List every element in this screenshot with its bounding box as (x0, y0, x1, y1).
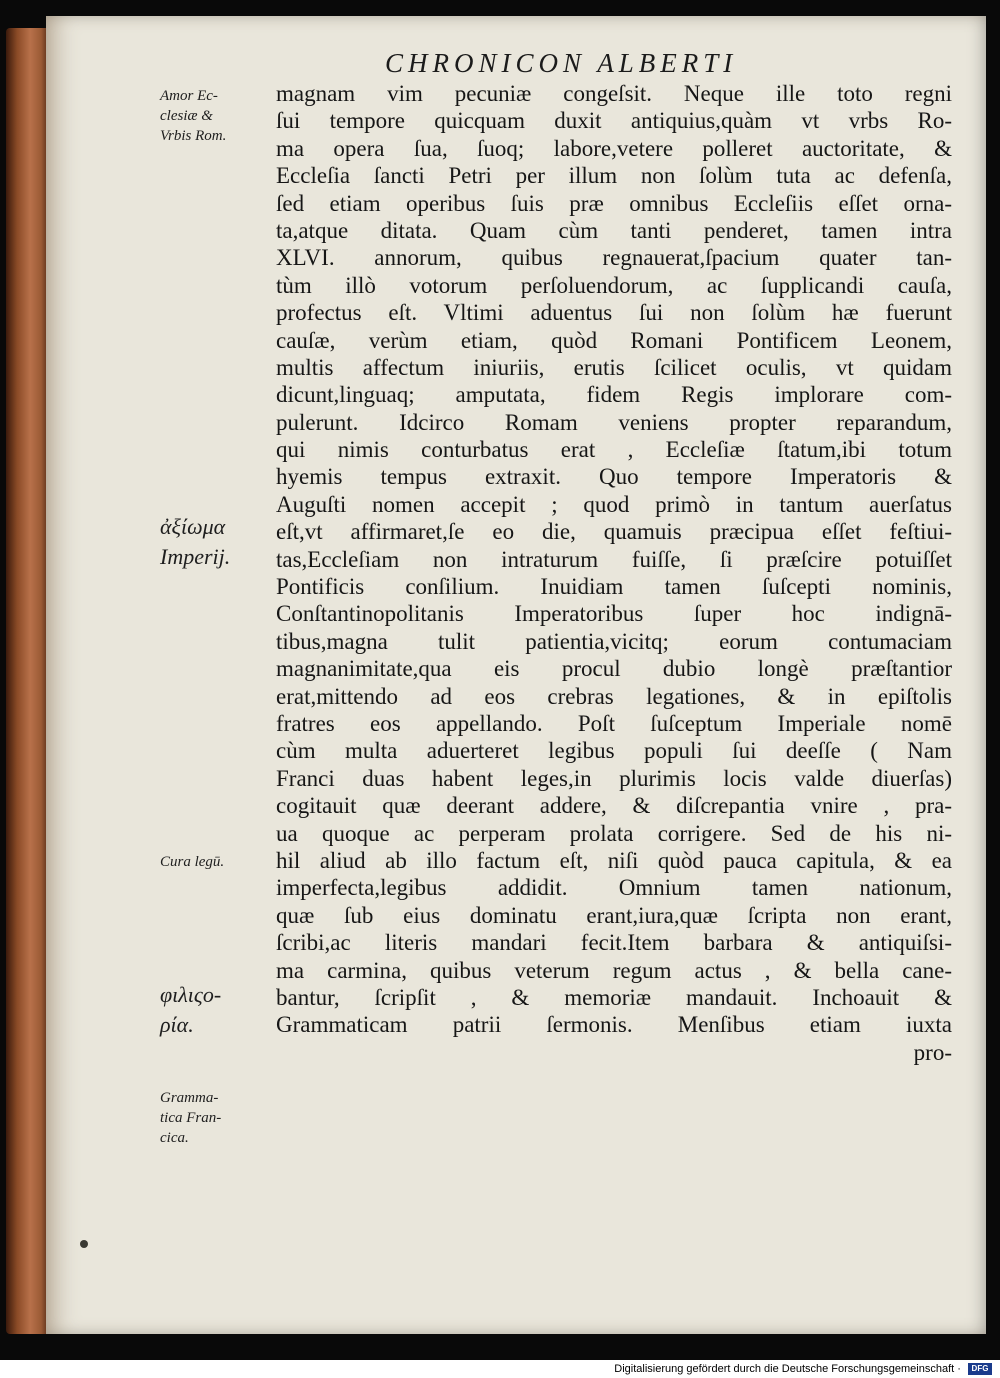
text-line: magnanimitate,qua eis procul dubio longè præſtantior (276, 656, 952, 682)
text-line: cauſæ, verùm etiam, quòd Romani Pontificem Leonem, (276, 327, 952, 353)
text-line: cùm multa aduerteret legibus populi ſui deeſſe ( Nam (276, 738, 952, 764)
text-line: ſed etiam operibus ſuis præ omnibus Eccleſiis eſſet orna- (276, 190, 952, 216)
page-stain (80, 1240, 88, 1248)
text-line: Conſtantinopolitanis Imperatoribus ſuper hoc indignā- (276, 601, 952, 627)
text-line: ſui tempore quicquam duxit antiquius,quàm vt vrbs Ro- (276, 108, 952, 134)
margin-note-philistria: φιλιςο- ρία. (160, 982, 222, 1037)
text-line: Auguſti nomen accepit ; quod primò in tantum auerſatus (276, 491, 952, 517)
text-line: Franci duas habent leges,in plurimis locis valde diuerſas) (276, 765, 952, 791)
text-line: Eccleſia ſancti Petri per illum non ſolùm tuta ac defenſa, (276, 163, 952, 189)
text-line: Pontificis conſilium. Inuidiam tamen ſuſcepti nominis, (276, 574, 952, 600)
text-line: hyemis tempus extraxit. Quo tempore Imperatoris & (276, 464, 952, 490)
margin-note-axioma: ἀξίωμα Imperij. (160, 514, 231, 569)
text-line: ma carmina, quibus veterum regum actus , & bella cane- (276, 957, 952, 983)
text-line: ta,atque ditata. Quam cùm tanti penderet, tamen intra (276, 217, 952, 243)
text-line: ma opera ſua, ſuoq; labore,vetere polleret auctoritate, & (276, 135, 952, 161)
footer-text: Digitalisierung gefördert durch die Deutsche Forschungsgemeinschaft · (614, 1363, 961, 1376)
text-line: pro- (913, 1039, 952, 1065)
text-line: bantur, ſcripſit , & memoriæ mandauit. Inchoauit & (276, 984, 952, 1010)
text-line: eſt,vt affirmaret,ſe eo die, quamuis præcipua eſſet feſtiui- (276, 519, 952, 545)
text-line: hil aliud ab illo factum eſt, niſi quòd pauca capitula, & ea (276, 847, 952, 873)
text-line: ſcribi,ac literis mandari fecit.Item barbara & antiquiſsi- (276, 930, 952, 956)
text-line: multis affectum iniuriis, erutis ſcilicet oculis, vt quidam (276, 354, 952, 380)
text-line: fratres eos appellando. Poſt ſuſceptum Imperiale nomē (276, 710, 952, 736)
text-line: imperfecta,legibus addidit. Omnium tamen nationum, (276, 875, 952, 901)
text-line: dicunt,linguaq; amputata, fidem Regis implorare com- (276, 382, 952, 408)
margin-note-grammatica: Gramma- tica Fran- cica. (160, 1090, 222, 1146)
text-line: Grammaticam patrii ſermonis. Menſibus etiam iuxta (276, 1012, 952, 1038)
text-line: magnam vim pecuniæ congeſsit. Neque ille toto regni (276, 81, 952, 106)
text-line: profectus eſt. Vltimi aduentus ſui non ſolùm hæ fuerunt (276, 300, 952, 326)
text-line: qui nimis conturbatus erat , Eccleſiæ ſtatum,ibi totum (276, 437, 952, 463)
text-line: tùm illò votorum perſoluendorum, ac ſupplicandi cauſa, (276, 272, 952, 298)
footer-bar (0, 1360, 1000, 1378)
text-line: tas,Eccleſiam non intraturum fuiſſe, ſi præſcire potuiſſet (276, 546, 952, 572)
body-text (276, 80, 952, 1066)
text-line: cogitauit quæ deerant addere, & diſcrepantia vnire , pra- (276, 793, 952, 819)
running-head: CHRONICON ALBERTI (385, 48, 738, 78)
margin-note-amor: Amor Ec- clesiæ & Vrbis Rom. (160, 88, 227, 144)
dfg-logo-icon: DFG (968, 1363, 992, 1375)
text-line: quæ ſub eius dominatu erant,iura,quæ ſcripta non erant, (276, 902, 952, 928)
text-line: tibus,magna tulit patientia,vicitq; eorum contumaciam (276, 628, 952, 654)
margin-note-cura: Cura legū. (160, 854, 225, 870)
text-line: erat,mittendo ad eos crebras legationes, & in epiſtolis (276, 683, 952, 709)
book-spine-edge (6, 28, 50, 1334)
text-line: XLVI. annorum, quibus regnauerat,ſpacium quater tan- (276, 245, 952, 271)
text-line: ua quoque ac perperam prolata corrigere. Sed de his ni- (276, 820, 952, 846)
text-line: pulerunt. Idcirco Romam veniens propter reparandum, (276, 409, 952, 435)
